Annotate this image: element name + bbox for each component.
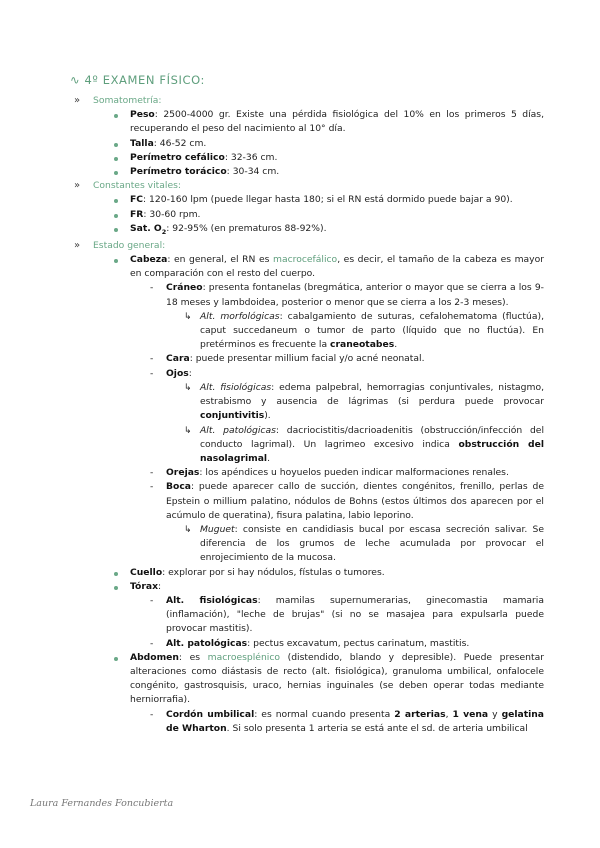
return-arrow-icon: ↳ (184, 382, 192, 393)
list-item-ojos-patologicas: ↳ Alt. patológicas: dacriocistitis/dacrioadenitis (obstrucción/infección del conducto lagrimal). Un lagrimeo excesivo indica obstrucción del nasolagrimal. (184, 424, 545, 464)
double-chevron-icon: » (74, 239, 81, 251)
bullet-icon (114, 171, 118, 175)
list-item-craneo-alteraciones: ↳ Alt. morfológicas: cabalgamiento de suturas, cefalohematoma (fluctúa), caput succedaneum o tumor de parto (líquido que no fluctúa). En pretérminos es frecuente la craneotabes. (184, 310, 544, 351)
section-heading: ∿ 4º EXAMEN FÍSICO: (70, 73, 206, 87)
dash-marker: - (150, 282, 154, 294)
dash-marker: - (150, 637, 154, 649)
list-item-cara: - Cara: puede presentar millium facial y/o acné neonatal. (74, 352, 544, 366)
bullet-icon (114, 199, 118, 203)
list-item-torax-fisiologicas: - Alt. fisiológicas: mamilas supernumerarias, ginecomastia mamaria (inflamación), "leche de brujas" (si no se masajea para expulsarla puede provocar mastitis). (150, 594, 544, 635)
return-arrow-icon: ↳ (184, 311, 192, 322)
dash-marker: - (150, 467, 154, 479)
dash-marker: - (150, 594, 154, 606)
list-item-cordon-umbilical: - Cordón umbilical: es normal cuando presenta 2 arterias, 1 vena y gelatina de Wharton. Si solo presenta 1 arteria se está ante el sd. de arteria umbilical (150, 708, 545, 734)
list-item-talla: Talla: 46-52 cm. (74, 137, 544, 151)
list-item-perimetro-toracico: Perímetro torácico: 30-34 cm. (74, 165, 544, 179)
list-item-peso: Peso: 2500-4000 gr. Existe una pérdida fisiológica del 10% en los primeros 5 días, recuperando el peso del nacimiento al 10° día. (74, 108, 544, 136)
bullet-icon (114, 586, 118, 590)
wave-icon: ∿ (70, 73, 81, 87)
list-item-fc: FC: 120-160 lpm (puede llegar hasta 180; si el RN está dormido puede bajar a 90). (74, 193, 544, 207)
list-item-ojos: - Ojos: (74, 367, 544, 381)
list-item-perimetro-cefalico: Perímetro cefálico: 32-36 cm. (74, 151, 544, 165)
list-item-cuello: Cuello: explorar por si hay nódulos, fístulas o tumores. (74, 566, 544, 580)
bullet-icon (114, 214, 118, 218)
bullet-icon (114, 657, 118, 661)
return-arrow-icon: ↳ (184, 425, 192, 436)
list-item-craneo: - Cráneo: presenta fontanelas (bregmática, anterior o mayor que se cierra a los 9-18 meses y lambdoidea, posterior o menor que se cierra a los 2-3 meses). (150, 282, 544, 308)
dash-marker: - (150, 708, 154, 720)
list-item-muguet: ↳ Muguet: consiste en candidiasis bucal por escasa secreción salivar. Se diferencia de los grumos de leche acumulada por provocar el enrojecimiento de la mucosa. (184, 523, 544, 564)
document-body (74, 94, 544, 736)
double-chevron-icon: » (74, 95, 81, 106)
bullet-icon (114, 157, 118, 161)
list-item-orejas: - Orejas: los apéndices u hoyuelos pueden indicar malformaciones renales. (74, 466, 544, 480)
bullet-icon (114, 228, 118, 232)
list-item-torax: Tórax: (74, 580, 544, 594)
double-chevron-icon: » (74, 180, 81, 192)
dash-marker: - (150, 353, 154, 365)
list-item-ojos-fisiologicas: ↳ Alt. fisiológicas: edema palpebral, hemorragias conjuntivales, nistagmo, estrabismo y ausencia de lágrimas (si perdura puede provocar conjuntivitis). (184, 381, 545, 422)
list-item-boca: - Boca: puede aparecer callo de succión, dientes congénitos, frenillo, perlas de Epstein o millium palatino, nódulos de Bohns (estos últimos dos aparecen por el acúmulo de queratina), fisura palatina, labio leporino. (150, 481, 544, 521)
bullet-icon (114, 259, 118, 263)
subheading-estado-general: » Estado general: (74, 239, 544, 253)
list-item-torax-patologicas: - Alt. patológicas: pectus excavatum, pectus carinatum, mastitis. (74, 637, 544, 651)
list-item-sat: Sat. $O_2$: 92-95% (en prematuros 88-92%). (74, 222, 544, 239)
author-footer: Laura Fernandes Foncubierta (30, 798, 174, 809)
dash-marker: - (150, 367, 154, 379)
return-arrow-icon: ↳ (184, 524, 192, 535)
dash-marker: - (150, 481, 154, 493)
list-item-fr: FR: 30-60 rpm. (74, 208, 544, 222)
bullet-icon (114, 114, 118, 118)
bullet-icon (114, 143, 118, 147)
subheading-somatometria: » Somatometría: (74, 94, 544, 108)
list-item-cabeza: Cabeza: en general, el RN es macrocefálico, es decir, el tamaño de la cabeza es mayor en comparación con el resto del cuerpo. (74, 253, 544, 281)
bullet-icon (114, 572, 118, 576)
list-item-abdomen: Abdomen: es macroesplénico (distendido, blando y depresible). Puede presentar alteraciones como diástasis de recto (alt. fisiológica), granuloma umbilical, onfalocele congénito, gastrosquisis, uraco, hernias inguinales (se deben operar todas mediante herniorrafia). (74, 651, 544, 708)
subheading-constantes-vitales: » Constantes vitales: (74, 179, 544, 193)
